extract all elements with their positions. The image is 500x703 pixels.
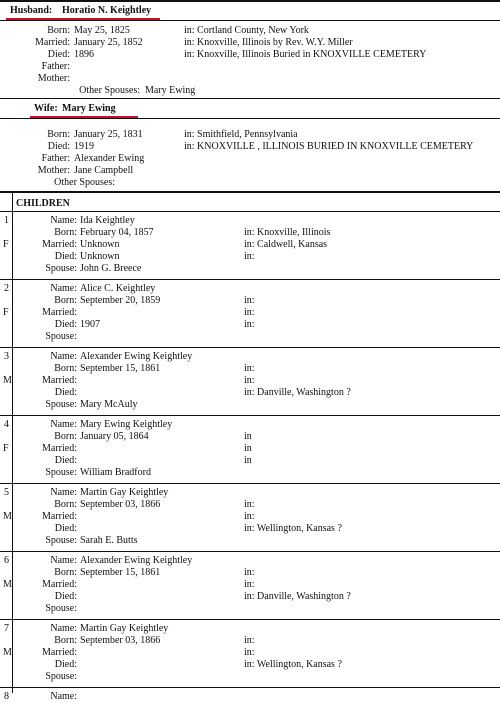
field-label: Died:: [54, 523, 77, 534]
field-place: in:: [244, 567, 255, 578]
child-divider: [0, 551, 500, 552]
field-place: in:: [244, 307, 255, 318]
field-label: Died:: [54, 591, 77, 602]
field-place: in: [244, 443, 252, 454]
child-divider: [0, 415, 500, 416]
field-value: 1896: [74, 49, 94, 60]
wife-heading-label: Wife:: [34, 103, 58, 114]
field-value: Alexander Ewing Keightley: [80, 351, 193, 362]
child-number: 2: [4, 283, 9, 294]
child-divider: [0, 279, 500, 280]
husband-other-spouses-label: Other Spouses:: [79, 85, 140, 96]
child-sex: M: [3, 375, 12, 386]
field-label: Born:: [47, 25, 70, 36]
field-label: Name:: [50, 351, 77, 362]
field-value: Alexander Ewing: [74, 153, 145, 164]
field-value: 1919: [74, 141, 94, 152]
field-place: in:: [244, 295, 255, 306]
field-label: Died:: [47, 141, 70, 152]
field-label: Spouse:: [45, 671, 77, 682]
field-label: Born:: [54, 499, 77, 510]
field-label: Born:: [54, 635, 77, 646]
child-sex: F: [3, 239, 9, 250]
husband-bottom-rule: [0, 98, 500, 99]
field-label: Name:: [50, 283, 77, 294]
children-heading: CHILDREN: [16, 198, 70, 209]
field-place: in:: [244, 635, 255, 646]
children-heading-rule: [0, 211, 500, 212]
field-label: Died:: [54, 387, 77, 398]
field-place: in: Cortland County, New York: [184, 25, 309, 36]
wife-heading-rule: [0, 118, 500, 119]
field-label: Married:: [42, 307, 77, 318]
field-place: in:: [244, 499, 255, 510]
field-value: Unknown: [80, 251, 120, 262]
child-sex: F: [3, 307, 9, 318]
field-value: May 25, 1825: [74, 25, 130, 36]
field-label: Died:: [54, 659, 77, 670]
husband-other-spouses-value: Mary Ewing: [145, 85, 196, 96]
field-place: in: Smithfield, Pennsylvania: [184, 129, 298, 140]
field-label: Spouse:: [45, 603, 77, 614]
field-label: Name:: [50, 623, 77, 634]
field-label: Born:: [54, 227, 77, 238]
field-label: Married:: [42, 239, 77, 250]
field-value: September 20, 1859: [80, 295, 161, 306]
field-value: Sarah E. Butts: [80, 535, 138, 546]
field-value: Unknown: [80, 239, 120, 250]
field-place: in: Knoxville, Illinois by Rev. W.Y. Miller: [184, 37, 353, 48]
child-sex: F: [3, 443, 9, 454]
wife-bottom-rule: [0, 191, 500, 193]
child-number: 8: [4, 691, 9, 702]
field-value: February 04, 1857: [80, 227, 154, 238]
field-label: Died:: [54, 455, 77, 466]
husband-heading-rule: [0, 20, 500, 21]
husband-name: Horatio N. Keightley: [62, 5, 152, 16]
child-number: 7: [4, 623, 9, 634]
field-value: Alexander Ewing Keightley: [80, 555, 193, 566]
field-label: Born:: [54, 295, 77, 306]
field-label: Mother:: [37, 165, 70, 176]
child-divider: [0, 619, 500, 620]
field-label: Name:: [50, 555, 77, 566]
child-sex: M: [3, 511, 12, 522]
field-label: Married:: [42, 443, 77, 454]
field-value: September 15, 1861: [80, 363, 161, 374]
field-value: Jane Campbell: [74, 165, 134, 176]
child-number: 1: [4, 215, 9, 226]
field-place: in: [244, 455, 252, 466]
field-label: Name:: [50, 487, 77, 498]
field-place: in: Knoxville, Illinois: [244, 227, 331, 238]
field-value: January 25, 1831: [74, 129, 143, 140]
field-place: in: Wellington, Kansas ?: [244, 659, 342, 670]
field-label: Spouse:: [45, 331, 77, 342]
field-label: Married:: [42, 647, 77, 658]
field-label: Died:: [54, 251, 77, 262]
field-value: September 03, 1866: [80, 635, 161, 646]
wife-name: Mary Ewing: [62, 103, 116, 114]
field-place: in:: [244, 319, 255, 330]
field-place: in:: [244, 375, 255, 386]
field-value: Ida Keightley: [80, 215, 135, 226]
field-label: Died:: [47, 49, 70, 60]
top-rule: [0, 0, 500, 2]
field-label: Name:: [50, 419, 77, 430]
field-label: Married:: [42, 579, 77, 590]
field-value: January 25, 1852: [74, 37, 143, 48]
field-place: in: Wellington, Kansas ?: [244, 523, 342, 534]
field-place: in:: [244, 511, 255, 522]
field-value: Mary Ewing Keightley: [80, 419, 173, 430]
child-number: 6: [4, 555, 9, 566]
field-place: in: Danville, Washington ?: [244, 387, 351, 398]
field-value: John G. Breece: [80, 263, 142, 274]
field-label: Married:: [42, 511, 77, 522]
field-value: Martin Gay Keightley: [80, 623, 169, 634]
field-value: Alice C. Keightley: [80, 283, 156, 294]
field-label: Spouse:: [45, 467, 77, 478]
field-label: Spouse:: [45, 399, 77, 410]
child-number: 5: [4, 487, 9, 498]
husband-heading-label: Husband:: [10, 5, 53, 16]
child-sex: M: [3, 579, 12, 590]
field-value: Martin Gay Keightley: [80, 487, 169, 498]
field-value: September 03, 1866: [80, 499, 161, 510]
field-label: Spouse:: [45, 263, 77, 274]
child-divider: [0, 483, 500, 484]
field-value: William Bradford: [80, 467, 151, 478]
field-place: in: [244, 431, 252, 442]
field-place: in: Danville, Washington ?: [244, 591, 351, 602]
field-label: Name:: [50, 691, 77, 702]
field-place: in: Caldwell, Kansas: [244, 239, 328, 250]
child-divider: [0, 347, 500, 348]
field-label: Married:: [42, 375, 77, 386]
child-sex: M: [3, 647, 12, 658]
field-place: in: Knoxville, Illinois Buried in KNOXVILLE CEMETERY: [184, 49, 427, 60]
field-label: Mother:: [37, 73, 70, 84]
field-label: Born:: [54, 567, 77, 578]
child-divider: [0, 687, 500, 688]
field-label: Married:: [35, 37, 70, 48]
field-value: Mary McAuly: [80, 399, 138, 410]
field-value: September 15, 1861: [80, 567, 161, 578]
field-place: in:: [244, 647, 255, 658]
field-label: Name:: [50, 215, 77, 226]
field-place: in: KNOXVILLE , ILLINOIS BURIED IN KNOXVILLE CEMETERY: [184, 141, 474, 152]
field-value: January 05, 1864: [80, 431, 149, 442]
field-label: Died:: [54, 319, 77, 330]
field-place: in:: [244, 363, 255, 374]
field-label: Born:: [54, 431, 77, 442]
field-label: Born:: [47, 129, 70, 140]
field-place: in:: [244, 579, 255, 590]
field-place: in:: [244, 251, 255, 262]
child-number: 3: [4, 351, 9, 362]
child-number: 4: [4, 419, 9, 430]
field-label: Father:: [41, 61, 70, 72]
field-label: Spouse:: [45, 535, 77, 546]
field-value: 1907: [80, 319, 100, 330]
field-label: Father:: [41, 153, 70, 164]
wife-other-spouses-label: Other Spouses:: [54, 177, 115, 188]
field-label: Born:: [54, 363, 77, 374]
